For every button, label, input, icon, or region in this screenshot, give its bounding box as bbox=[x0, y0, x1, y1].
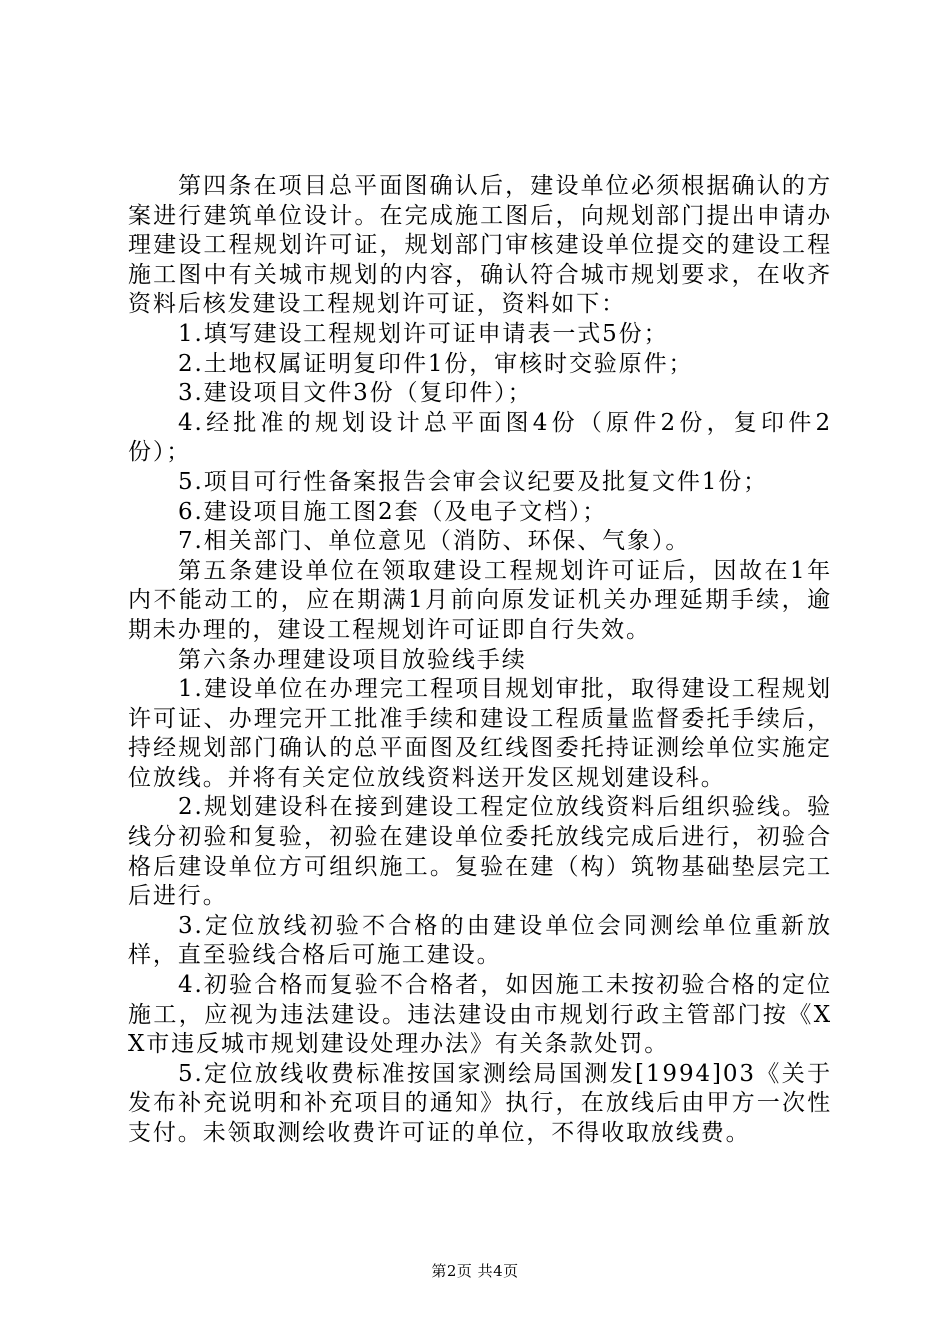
list-item: 1.建设单位在办理完工程项目规划审批，取得建设工程规划许可证、办理完开工批准手续和建设工程质量监督委托手续后，持经规划部门确认的总平面图及红线图委托持证测绘单位实施定位放线。并将有关定位放线资料送开发区规划建设科。 bbox=[128, 676, 832, 791]
list-item: 3.建设项目文件3份（复印件）； bbox=[178, 380, 533, 407]
list-item: 1.填写建设工程规划许可证申请表一式5份； bbox=[178, 320, 669, 347]
list-item: 2.规划建设科在接到建设工程定位放线资料后组织验线。验线分初验和复验，初验在建设单位委托放线完成后进行，初验合格后建设单位方可组织施工。复验在建（构）筑物基础垫层完工后进行。 bbox=[128, 794, 832, 910]
list-item: 5.项目可行性备案报告会审会议纪要及批复文件1份； bbox=[178, 468, 769, 495]
page-footer bbox=[0, 1261, 950, 1281]
page-number: 第2页 bbox=[431, 1262, 473, 1280]
list-item: 3.定位放线初验不合格的由建设单位会同测绘单位重新放样，直至验线合格后可施工建设。 bbox=[128, 912, 832, 969]
heading-article-6: 第六条办理建设项目放验线手续 bbox=[178, 646, 527, 673]
document-body bbox=[128, 172, 832, 1149]
list-item: 2.土地权属证明复印件1份，审核时交验原件； bbox=[178, 350, 694, 377]
page-total: 共4页 bbox=[477, 1262, 519, 1280]
list-item: 7.相关部门、单位意见（消防、环保、气象）。 bbox=[178, 528, 691, 555]
list-item: 5.定位放线收费标准按国家测绘局国测发[1994]03《关于发布补充说明和补充项目的通知》执行，在放线后由甲方一次性支付。未领取测绘收费许可证的单位，不得收取放线费。 bbox=[128, 1060, 832, 1146]
paragraph-article-4: 第四条在项目总平面图确认后，建设单位必须根据确认的方案进行建筑单位设计。在完成施工图后，向规划部门提出申请办理建设工程规划许可证，规划部门审核建设单位提交的建设工程施工图中有关城市规划的内容，确认符合城市规划要求，在收齐资料后核发建设工程规划许可证，资料如下： bbox=[128, 173, 832, 318]
list-item: 6.建设项目施工图2套（及电子文档）； bbox=[178, 498, 608, 525]
paragraph-article-5: 第五条建设单位在领取建设工程规划许可证后，因故在1年内不能动工的，应在期满1月前向原发证机关办理延期手续，逾期未办理的，建设工程规划许可证即自行失效。 bbox=[128, 557, 832, 643]
list-item: 4.初验合格而复验不合格者，如因施工未按初验合格的定位施工，应视为违法建设。违法建设由市规划行政主管部门按《XX市违反城市规划建设处理办法》有关条款处罚。 bbox=[128, 972, 832, 1058]
list-item: 4.经批准的规划设计总平面图4份（原件2份，复印件2份）； bbox=[128, 409, 832, 466]
